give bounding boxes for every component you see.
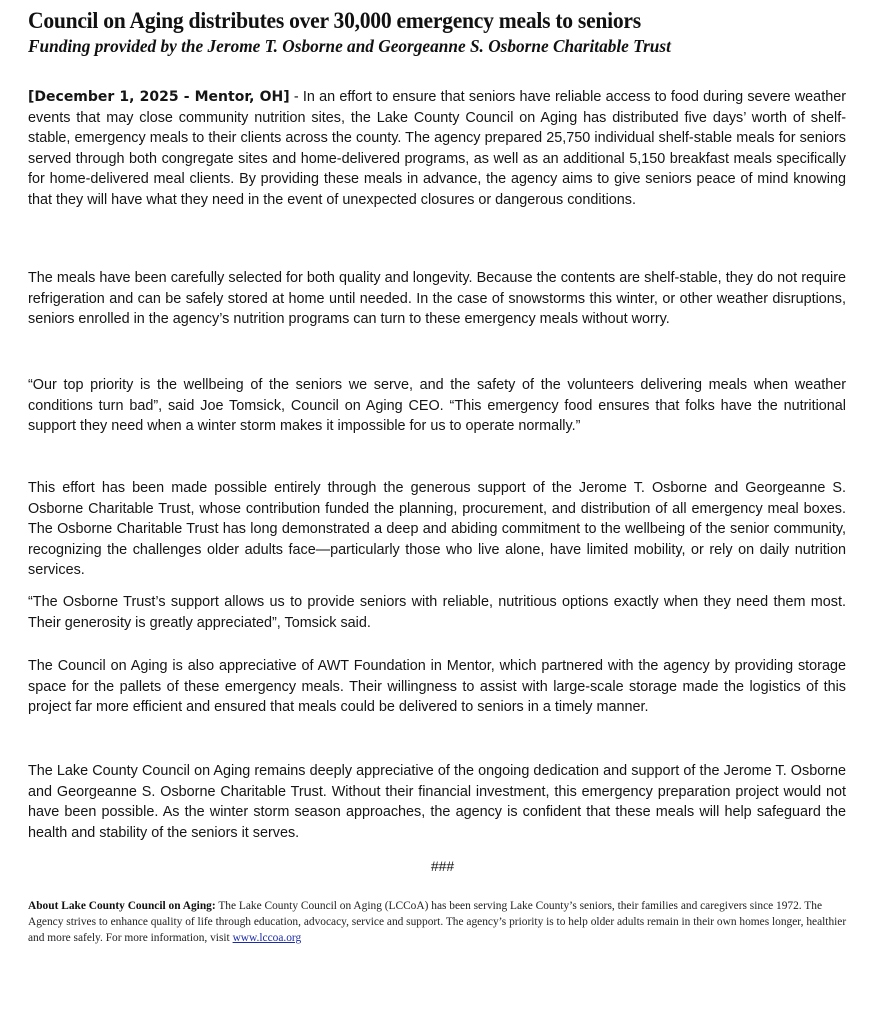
paragraph-closing: The Lake County Council on Aging remains deeply appreciative of the ongoing dedication and support of the Jerome T. Osborne and Georgeanne S. Osborne Charitable Trust. Without their financial investment, this emergency preparation project would not have been possible. As the winter storm season approaches, the agency is confident that these meals will help safeguard the health and stability of the seniors it serves. <box>28 763 846 841</box>
paragraph-awt-foundation: The Council on Aging is also appreciative of AWT Foundation in Mentor, which partnered with the agency by providing storage space for the pallets of these emergency meals. Their willingness to assist with large-scale storage made the logistics of this project far more efficient and ensured that meals could be delivered to seniors in a timely manner. <box>28 658 846 716</box>
paragraph-funding: This effort has been made possible entirely through the generous support of the Jerome T. Osborne and Georgeanne S. Osborne Charitable Trust, whose contribution funded the planning, procurement, and distribution of all emergency meal boxes. The Osborne Charitable Trust has long demonstrated a deep and abiding commitment to the wellbeing of the senior community, recognizing the challenges older adults face—particularly those who live alone, have limited mobility, or rely on daily nutrition services. <box>28 480 846 579</box>
paragraph-meal-selection: The meals have been carefully selected for both quality and longevity. Because the contents are shelf-stable, they do not require refrigeration and can be safely stored at home until needed. In the case of snowstorms this winter, or other weather disruptions, seniors enrolled in the agency’s nutrition programs can turn to these emergency meals without worry. <box>28 270 846 328</box>
paragraph-ceo-quote: “Our top priority is the wellbeing of the seniors we serve, and the safety of the volunteers delivering meals when weather conditions turn bad”, said Joe Tomsick, Council on Aging CEO. “This emergency food ensures that folks have the nutritional support they need when a winter storm makes it impossible for us to operate normally.” <box>28 377 846 435</box>
paragraph-trust-quote: “The Osborne Trust’s support allows us to provide seniors with reliable, nutritious options exactly when they need them most. Their generosity is greatly appreciated”, Tomsick said. <box>28 594 846 631</box>
headline: Council on Aging distributes over 30,000 emergency meals to seniors <box>28 8 641 34</box>
about-section <box>28 898 848 946</box>
subheadline: Funding provided by the Jerome T. Osborne and Georgeanne S. Osborne Charitable Trust <box>28 36 671 56</box>
website-link[interactable]: www.lccoa.org <box>232 932 302 944</box>
end-mark: ### <box>430 858 455 874</box>
about-text: The Lake County Council on Aging (LCCoA) has been serving Lake County’s seniors, their families and caregivers since 1972. The Agency strives to enhance quality of life through education, advocacy, service and support. The agency’s priority is to help older adults remain in their own homes longer, healthier and more safely. For more information, visit <box>28 900 847 944</box>
about-heading: About Lake County Council on Aging: <box>28 900 216 912</box>
dateline: [December 1, 2025 - Mentor, OH] <box>28 89 290 105</box>
paragraph-intro <box>28 87 846 211</box>
paragraph-text: - In an effort to ensure that seniors have reliable access to food during severe weather events that may close community nutrition sites, the Lake County Council on Aging has distributed five days’ worth of shelf-stable, emergency meals to their clients across the county. The agency prepared 25,750 individual shelf-stable meals for seniors served through both congregate sites and home-delivered programs, as well as an additional 5,150 breakfast meals specifically for home-delivered meal clients. By providing these meals in advance, the agency aims to give seniors peace of mind knowing that they will have what they need in the event of unexpected closures or dangerous conditions. <box>28 89 846 208</box>
